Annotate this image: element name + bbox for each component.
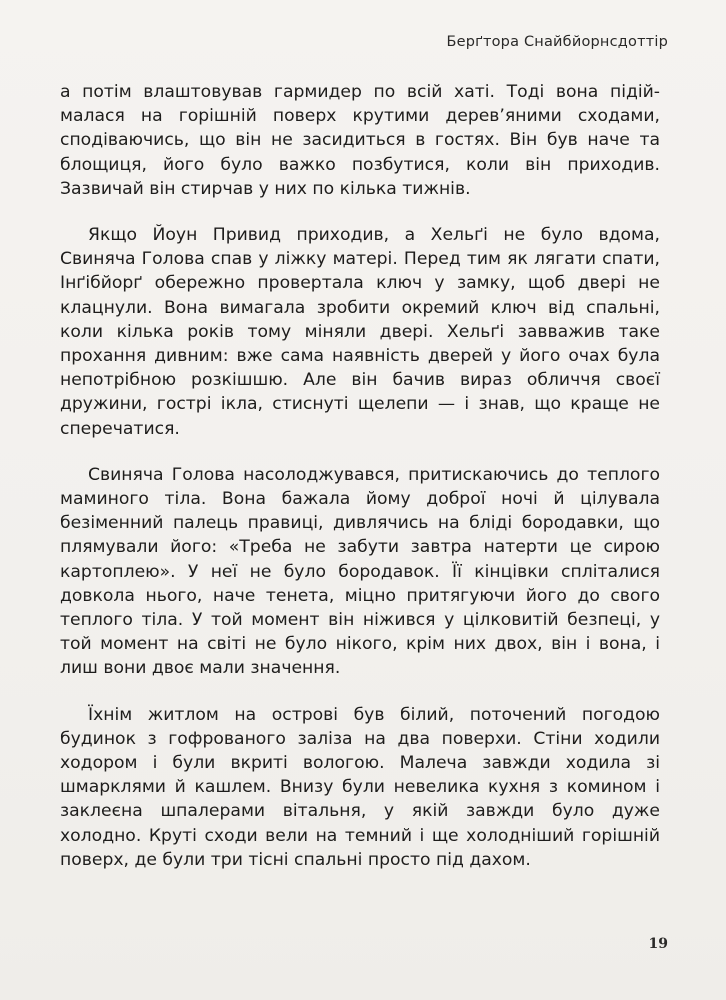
paragraph-3: Свиняча Голова насолоджувався, притискаючись до теплого маминого тіла. Вона бажала йому доброї ночі й цілувала безіменний палець правиці, дивлячись на бліді бородавки, що плямували його: «Треба не забути завтра натерти це сирою картоплею». У неї не було бородавок. Її кінцівки сплiталися довкола нього, наче тенета, міцно притягуючи його до свого теплого тіла. У той момент він ніжився у цілковитій безпеці, у той момент на світі не було нікого, крім них двох, він і вона, і лиш вони двоє мали значення. xyxy=(60,464,660,679)
paragraph-1: а потім влаштовував гармидер по всій хаті. Тоді вона підіймалася на горішній поверх крутими дерев’яними сходами, сподіваючись, що він не засидиться в гостях. Він був наче та блощиця, його було важко позбутися, коли він приходив. Зазвичай він стирчав у них по кілька тижнів. xyxy=(60,82,660,199)
page-number: 19 xyxy=(648,936,668,952)
paragraph-2: Якщо Йоун Привид приходив, а Хельґі не було вдома, Свиняча Голова спав у ліжку матері. Перед тим як лягати спати, Інґібйорґ обережно провертала ключ у замку, щоб двері не клацнули. Вона вимагала зробити окремий ключ від спальні, коли кілька років тому міняли двері. Хельґі завважив таке прохання дивним: вже сама наявність дверей у його очах була непотрібною розкішшю. Але він бачив вираз обличчя своєї дружини, гострі ікла, стиснуті щелепи — і знав, що краще не сперечатися. xyxy=(60,225,660,439)
paragraph-4: Їхнім житлом на острові був білий, поточений погодою будинок з гофрованого заліза на два поверхи. Стіни ходили ходором і були вкриті вологою. Малеча завжди ходила зі шмарклями й кашлем. Внизу були невелика кухня з комином і заклеєна шпалерами вітальня, у якій завжди було дуже холодно. Круті сходи вели на темний і ще холодніший горішній поверх, де були три тісні спальні просто під дахом. xyxy=(60,704,660,870)
body-text xyxy=(60,80,660,894)
running-head: Берґтора Снайбйорнсдоттір xyxy=(446,34,668,50)
